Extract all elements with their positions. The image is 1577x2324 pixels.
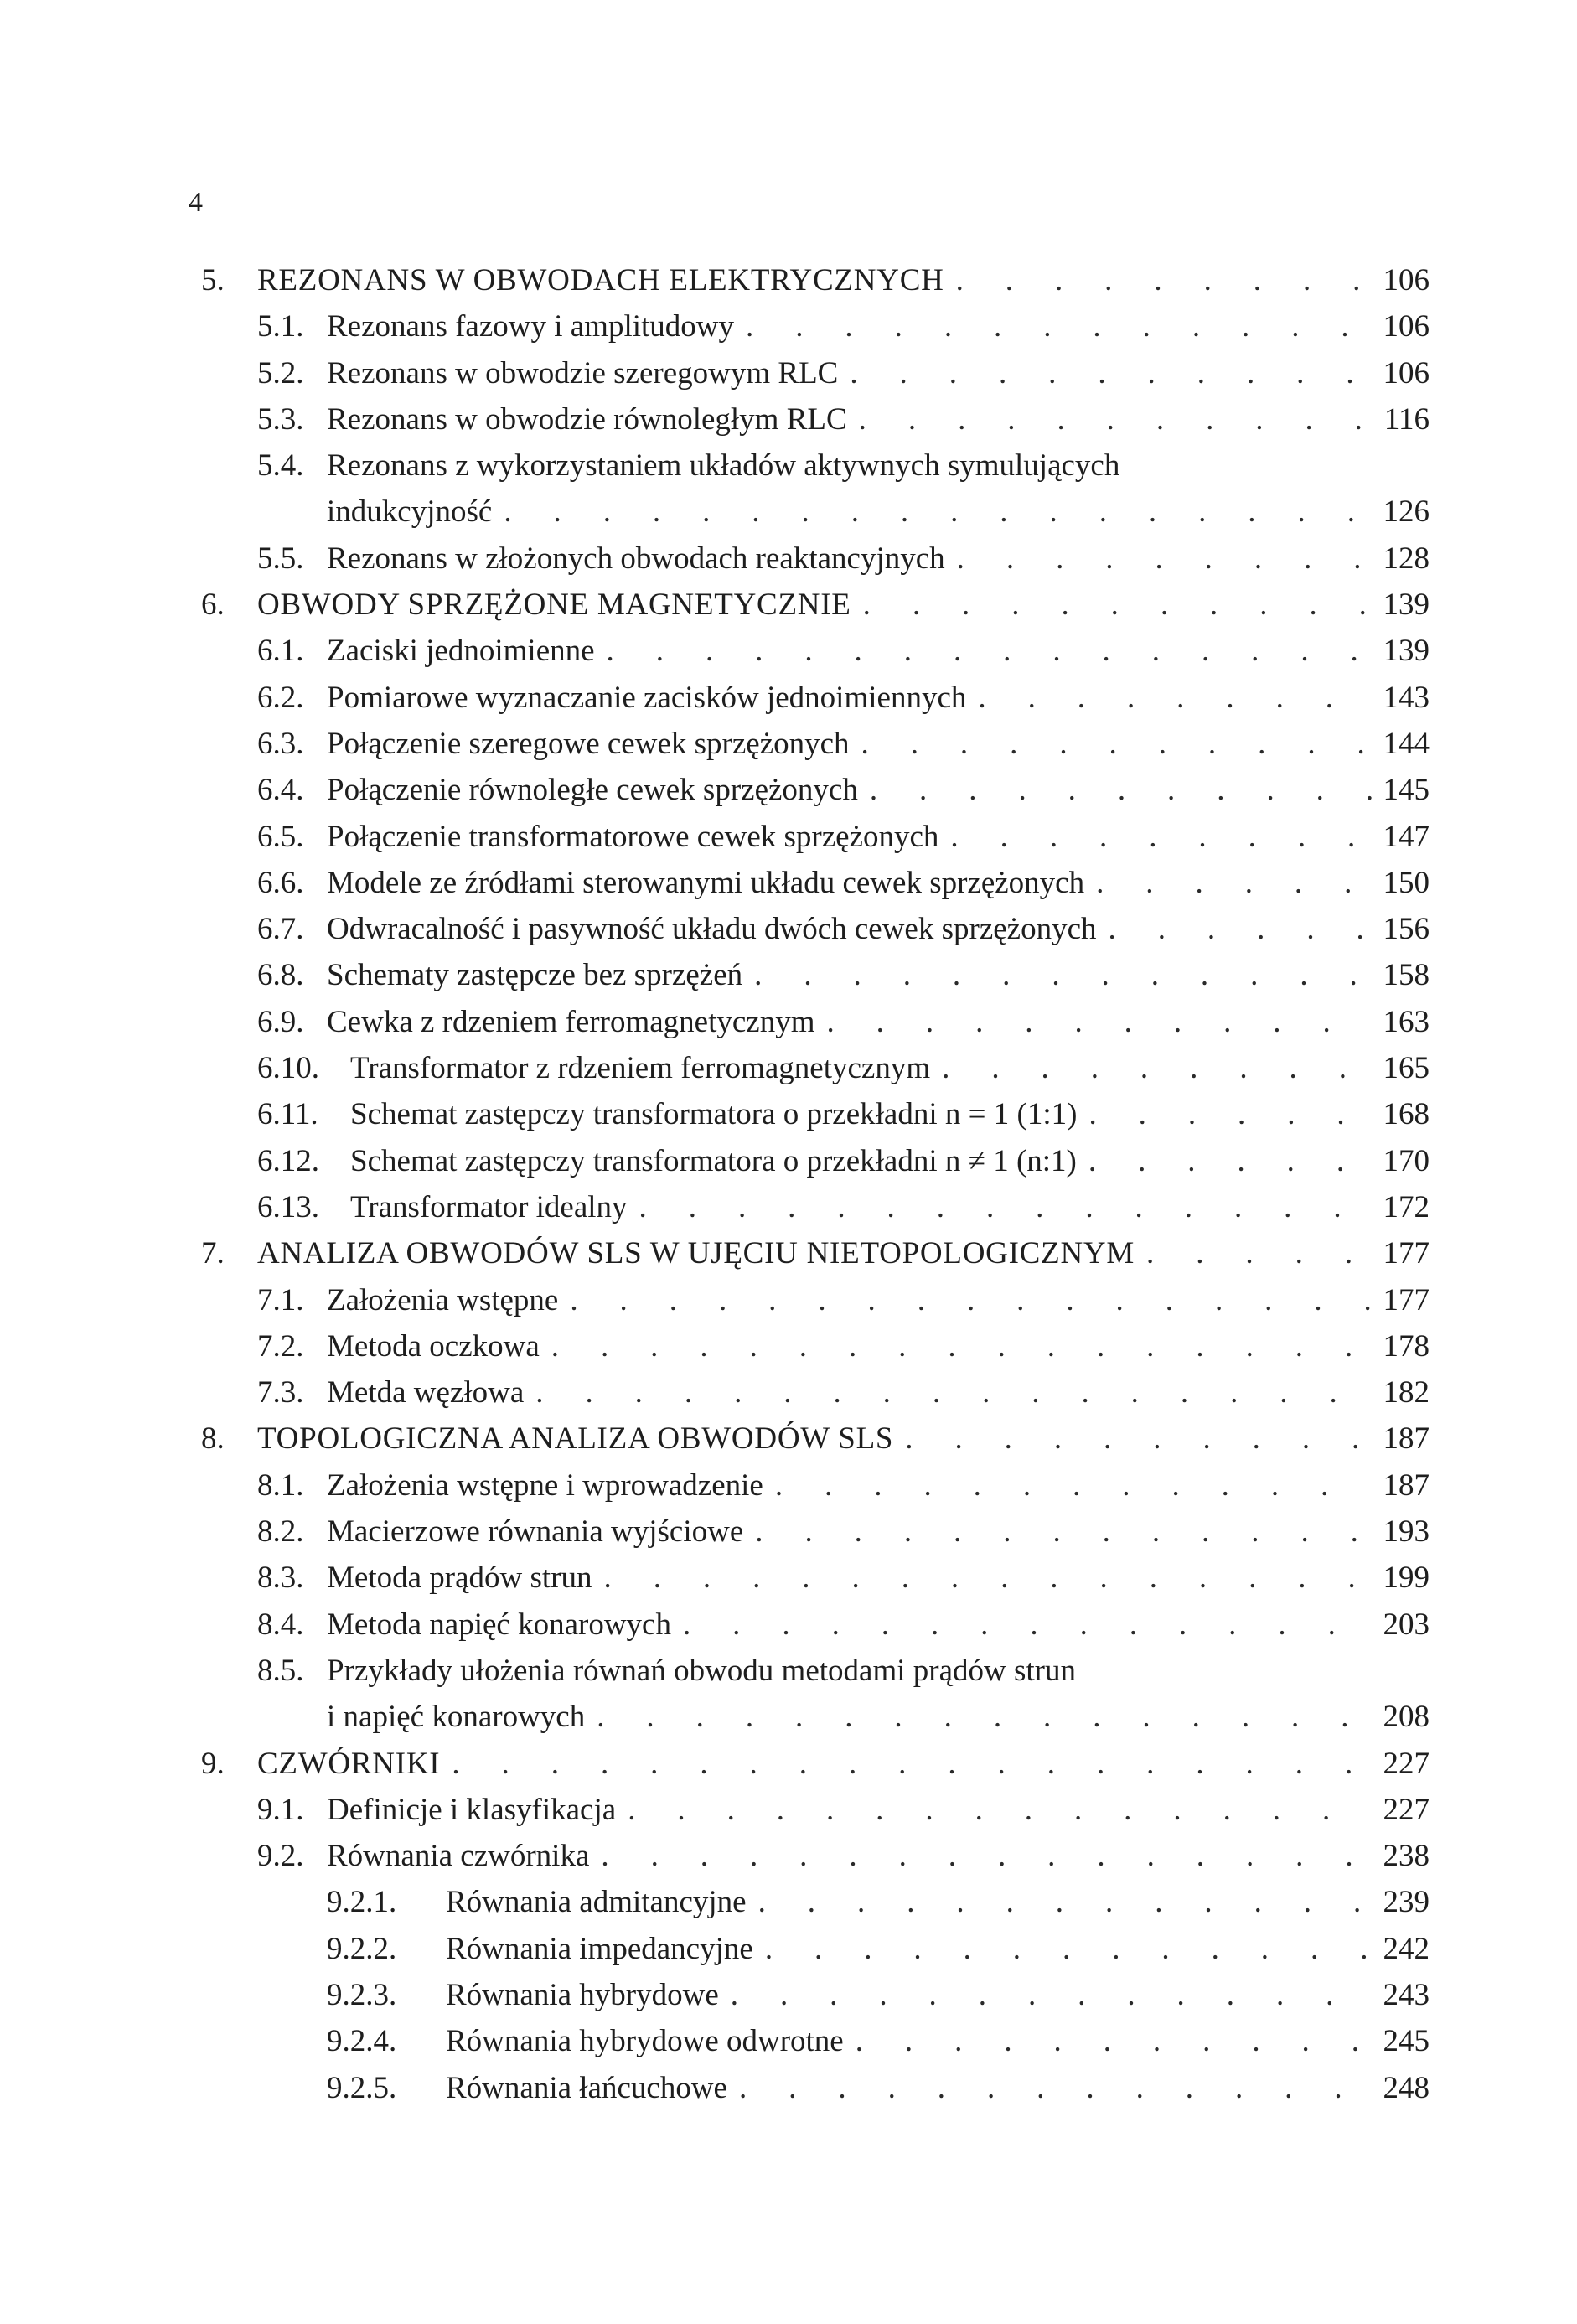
toc-entry-page: 144: [1383, 726, 1430, 761]
toc-entry: [0, 536, 1577, 582]
toc-entry-title-line: [446, 2018, 1372, 2064]
toc-entry: [0, 906, 1577, 952]
toc-entry: [0, 1462, 1577, 1509]
toc-entry-page: 227: [1383, 1746, 1430, 1781]
toc-entry-page: 238: [1383, 1839, 1430, 1874]
toc-entry-page: 242: [1383, 1931, 1430, 1966]
toc-entry-title: Rezonans z wykorzystaniem układów aktywnych symulujących: [327, 448, 1120, 484]
toc-entry-title-line: [327, 1462, 1372, 1509]
toc-entry: [0, 257, 1577, 303]
toc-entry-number: 6.1.: [257, 634, 304, 669]
dot-leader: [758, 1879, 1372, 1925]
toc-entry-title-line: [257, 257, 1372, 303]
dot-leader: [639, 1184, 1372, 1230]
dot-leader: [597, 1694, 1372, 1740]
toc-entry-title: Rezonans w złożonych obwodach reaktancyjnych: [327, 541, 945, 576]
toc-entry-number: 5.1.: [257, 309, 304, 344]
dot-leader: [956, 257, 1372, 303]
toc-entry-title: Definicje i klasyfikacja: [327, 1792, 617, 1827]
toc-entry-title: Schemat zastępczy transformatora o przekładni n = 1 (1:1): [350, 1097, 1078, 1132]
toc-entry-page: 187: [1383, 1421, 1430, 1457]
dot-leader: [950, 814, 1372, 860]
toc-entry-title-line: [327, 1323, 1372, 1369]
toc-entry-title: Równania hybrydowe: [446, 1977, 719, 2012]
toc-entry-title-line: [327, 1648, 1088, 1694]
dot-leader: [826, 999, 1372, 1045]
toc-entry-title-line: [327, 1369, 1372, 1416]
toc-entry: [0, 1741, 1577, 1787]
dot-leader: [754, 952, 1372, 998]
toc-entry-title: Pomiarowe wyznaczanie zacisków jednoimiennych: [327, 680, 967, 715]
toc-entry: [0, 999, 1577, 1045]
dot-leader: [628, 1787, 1372, 1833]
toc-entry-title-line: [327, 675, 1372, 721]
toc-entry-title: CZWÓRNIKI: [257, 1746, 441, 1781]
toc-entry: [0, 1369, 1577, 1416]
toc-entry-number: 7.3.: [257, 1375, 304, 1410]
toc-entry-number: 6.11.: [257, 1097, 318, 1132]
toc-entry-title: Połączenie transformatorowe cewek sprzężonych: [327, 819, 939, 854]
toc-entry: [0, 767, 1577, 813]
dot-leader: [1109, 906, 1372, 952]
toc-entry-number: 9.2.3.: [327, 1977, 397, 2012]
toc-entry-number: 8.2.: [257, 1514, 304, 1550]
toc-entry: [0, 396, 1577, 443]
toc-entry-title: Metda węzłowa: [327, 1375, 525, 1410]
dot-leader: [856, 2018, 1372, 2064]
toc-entry-page: 203: [1383, 1607, 1430, 1642]
toc-entry-title: TOPOLOGICZNA ANALIZA OBWODÓW SLS: [257, 1421, 894, 1457]
dot-leader: [765, 1926, 1372, 1972]
toc-entry-page: 182: [1383, 1375, 1430, 1410]
toc-entry-title-line: [257, 1741, 1372, 1787]
toc-entry-title: Macierzowe równania wyjściowe: [327, 1514, 744, 1550]
toc-entry: [0, 628, 1577, 674]
toc-entry: [0, 1091, 1577, 1137]
toc-entry-page: 139: [1383, 587, 1430, 623]
toc-entry-page: 106: [1383, 263, 1430, 298]
dot-leader: [504, 489, 1372, 535]
toc-entry-title-line: [327, 536, 1372, 582]
toc-entry-page: 245: [1383, 2024, 1430, 2059]
toc-entry-title-line: [327, 721, 1372, 767]
toc-entry-title: Założenia wstępne: [327, 1282, 559, 1317]
toc-entry-number: 6.9.: [257, 1004, 304, 1039]
toc-entry-title: Równania admitancyjne: [446, 1885, 747, 1920]
toc-entry-number: 5.5.: [257, 541, 304, 576]
toc-entry-number: 6.5.: [257, 819, 304, 854]
toc-entry: [0, 952, 1577, 998]
toc-entry: [0, 675, 1577, 721]
toc-entry-title: Połączenie równoległe cewek sprzężonych: [327, 773, 858, 808]
toc-entry-number: 9.2.1.: [327, 1885, 397, 1920]
dot-leader: [850, 350, 1372, 396]
toc-entry-number: 6.3.: [257, 726, 304, 761]
toc-entry-title: Transformator idealny: [350, 1189, 628, 1224]
toc-entry-number: 5.4.: [257, 448, 304, 484]
toc-entry-page: 106: [1383, 355, 1430, 391]
toc-entry: [0, 1787, 1577, 1833]
toc-entry-page: 158: [1383, 958, 1430, 993]
dot-leader: [731, 1972, 1372, 2018]
toc-entry-title-line: [350, 1091, 1372, 1137]
toc-entry-title: Odwracalność i pasywność układu dwóch cewek sprzężonych: [327, 912, 1097, 947]
toc-entry-title: Rezonans w obwodzie równoległym RLC: [327, 401, 847, 437]
toc-entry-title: Metoda napięć konarowych: [327, 1607, 671, 1642]
toc-entry-page: 243: [1383, 1977, 1430, 2012]
toc-entry-title-line: [327, 443, 1131, 489]
toc-entry-title-line: [257, 582, 1372, 628]
toc-entry-number: 9.: [201, 1746, 225, 1781]
toc-entry: [0, 721, 1577, 767]
dot-leader: [957, 536, 1372, 582]
toc-entry-number: 9.1.: [257, 1792, 304, 1827]
toc-entry-number: 6.6.: [257, 865, 304, 900]
toc-entry-number: 6.2.: [257, 680, 304, 715]
toc-entry-number: 9.2.4.: [327, 2024, 397, 2059]
toc-entry-number: 8.1.: [257, 1467, 304, 1503]
toc-entry: [0, 2018, 1577, 2064]
toc-entry-page: 139: [1383, 634, 1430, 669]
toc-entry: [0, 350, 1577, 396]
toc-entry-title-line: [327, 860, 1372, 906]
toc-entry-page: 248: [1383, 2070, 1430, 2105]
toc-entry-page: 165: [1383, 1051, 1430, 1086]
toc-entry-title-line: [327, 906, 1372, 952]
toc-entry-title: indukcyjność: [327, 494, 493, 530]
toc-entry-title: Metoda oczkowa: [327, 1328, 540, 1364]
dot-leader: [746, 303, 1372, 349]
toc-entry-title: Równania hybrydowe odwrotne: [446, 2024, 844, 2059]
toc-entry-title-line: [327, 1555, 1372, 1601]
toc-entry-number: 9.2.: [257, 1839, 304, 1874]
toc-entry-title-line: [327, 350, 1372, 396]
toc-entry-title: Zaciski jednoimienne: [327, 634, 595, 669]
dot-leader: [601, 1833, 1372, 1879]
toc-entry-page: 163: [1383, 1004, 1430, 1039]
toc-entry-title-line: [327, 952, 1372, 998]
toc-entry-title: ANALIZA OBWODÓW SLS W UJĘCIU NIETOPOLOGICZNYM: [257, 1236, 1135, 1271]
dot-leader: [452, 1741, 1372, 1787]
toc-entry-title-line: [446, 1972, 1372, 2018]
toc-entry-page: 143: [1383, 680, 1430, 715]
toc-entry-title-line: [327, 628, 1372, 674]
dot-leader: [859, 396, 1372, 443]
toc-entry-number: 7.1.: [257, 1282, 304, 1317]
dot-leader: [942, 1045, 1372, 1091]
toc-entry-title: Założenia wstępne i wprowadzenie: [327, 1467, 763, 1503]
toc-entry-title-line: [446, 1879, 1372, 1925]
toc-entry-page: 116: [1383, 401, 1430, 437]
toc-entry-title-line: [350, 1184, 1372, 1230]
toc-entry: [0, 1416, 1577, 1462]
toc-entry-title: REZONANS W OBWODACH ELEKTRYCZNYCH: [257, 263, 944, 298]
toc-entry-title: Rezonans w obwodzie szeregowym RLC: [327, 355, 839, 391]
toc-entry-page: 193: [1383, 1514, 1430, 1550]
toc-entry-title-line: [327, 396, 1372, 443]
dot-leader: [1146, 1230, 1372, 1276]
toc-entry-title-line: [257, 1416, 1372, 1462]
toc-entry-page: 239: [1383, 1885, 1430, 1920]
toc-entry: [0, 1694, 1577, 1740]
toc-entry-title-line: [446, 1926, 1372, 1972]
toc-entry: [0, 860, 1577, 906]
toc-entry-number: 8.: [201, 1421, 225, 1457]
toc-entry-page: 177: [1383, 1282, 1430, 1317]
toc-entry-number: 5.2.: [257, 355, 304, 391]
toc-entry-page: 187: [1383, 1467, 1430, 1503]
page-number: 4: [189, 187, 203, 218]
dot-leader: [1096, 860, 1372, 906]
toc-entry-title-line: [350, 1045, 1372, 1091]
toc-entry-title-line: [327, 999, 1372, 1045]
toc-entry-title: Schematy zastępcze bez sprzężeń: [327, 958, 743, 993]
dot-leader: [570, 1277, 1372, 1323]
toc-entry: [0, 443, 1577, 489]
toc-entry-title-line: [327, 1602, 1372, 1648]
toc-entry-number: 9.2.5.: [327, 2070, 397, 2105]
dot-leader: [775, 1462, 1372, 1509]
toc-entry-number: 9.2.2.: [327, 1931, 397, 1966]
toc-entry: [0, 1138, 1577, 1184]
dot-leader: [978, 675, 1372, 721]
dot-leader: [1088, 1091, 1372, 1137]
toc-entry: [0, 489, 1577, 535]
toc-entry-number: 6.8.: [257, 958, 304, 993]
toc-entry: [0, 1555, 1577, 1601]
toc-entry-title-line: [446, 2065, 1372, 2111]
toc-entry-number: 8.3.: [257, 1561, 304, 1596]
toc-entry-number: 6.4.: [257, 773, 304, 808]
dot-leader: [863, 582, 1372, 628]
toc-entry-page: 227: [1383, 1792, 1430, 1827]
toc-entry: [0, 1926, 1577, 1972]
toc-entry: [0, 814, 1577, 860]
toc-entry: [0, 1277, 1577, 1323]
toc-entry-page: 126: [1383, 494, 1430, 530]
toc-entry: [0, 1602, 1577, 1648]
toc-entry: [0, 1045, 1577, 1091]
dot-leader: [1088, 1138, 1372, 1184]
toc-entry-title-line: [327, 767, 1372, 813]
dot-leader: [861, 721, 1372, 767]
toc-entry-title: Metoda prądów strun: [327, 1561, 592, 1596]
toc-entry-title: Połączenie szeregowe cewek sprzężonych: [327, 726, 850, 761]
toc-entry-page: 150: [1383, 865, 1430, 900]
table-of-contents: [0, 257, 1577, 2111]
toc-entry-title: Schemat zastępczy transformatora o przekładni n ≠ 1 (n:1): [350, 1143, 1077, 1178]
dot-leader: [604, 1555, 1373, 1601]
toc-entry: [0, 1833, 1577, 1879]
toc-entry-title: i napięć konarowych: [327, 1700, 586, 1735]
toc-entry-title-line: [327, 1277, 1372, 1323]
toc-entry-title-line: [350, 1138, 1372, 1184]
toc-entry-title-line: [327, 814, 1372, 860]
toc-entry-page: 145: [1383, 773, 1430, 808]
toc-entry-number: 7.: [201, 1236, 225, 1271]
toc-entry-number: 5.: [201, 263, 225, 298]
toc-entry-title: Transformator z rdzeniem ferromagnetycznym: [350, 1051, 931, 1086]
toc-entry-title: Modele ze źródłami sterowanymi układu cewek sprzężonych: [327, 865, 1085, 900]
toc-entry-page: 170: [1383, 1143, 1430, 1178]
dot-leader: [551, 1323, 1372, 1369]
toc-entry-number: 6.7.: [257, 912, 304, 947]
toc-entry-number: 5.3.: [257, 401, 304, 437]
toc-entry: [0, 1648, 1577, 1694]
toc-entry-page: 177: [1383, 1236, 1430, 1271]
toc-entry-number: 6.10.: [257, 1051, 319, 1086]
toc-entry: [0, 2065, 1577, 2111]
dot-leader: [535, 1369, 1372, 1416]
toc-entry-page: 208: [1383, 1700, 1430, 1735]
toc-entry-title: Równania impedancyjne: [446, 1931, 753, 1966]
toc-entry: [0, 582, 1577, 628]
toc-entry: [0, 1509, 1577, 1555]
toc-entry-page: 147: [1383, 819, 1430, 854]
toc-entry-title-line: [327, 1787, 1372, 1833]
toc-entry-number: 6.13.: [257, 1189, 319, 1224]
toc-entry-title-line: [257, 1230, 1372, 1276]
toc-entry-title: Cewka z rdzeniem ferromagnetycznym: [327, 1004, 815, 1039]
toc-entry-title: Równania łańcuchowe: [446, 2070, 727, 2105]
dot-leader: [683, 1602, 1372, 1648]
dot-leader: [905, 1416, 1372, 1462]
toc-entry-title: Przykłady ułożenia równań obwodu metodami prądów strun: [327, 1653, 1076, 1688]
toc-entry: [0, 1972, 1577, 2018]
toc-entry-page: 199: [1383, 1561, 1430, 1596]
dot-leader: [607, 628, 1372, 674]
dot-leader: [739, 2065, 1372, 2111]
toc-entry-title-line: [327, 1694, 1372, 1740]
toc-entry: [0, 1230, 1577, 1276]
toc-entry-title: Rezonans fazowy i amplitudowy: [327, 309, 735, 344]
toc-entry-number: 8.5.: [257, 1653, 304, 1688]
toc-entry-title-line: [327, 1509, 1372, 1555]
toc-entry: [0, 303, 1577, 349]
toc-entry-title-line: [327, 303, 1372, 349]
toc-entry: [0, 1184, 1577, 1230]
toc-entry-page: 168: [1383, 1097, 1430, 1132]
toc-entry: [0, 1879, 1577, 1925]
toc-entry-title: OBWODY SPRZĘŻONE MAGNETYCZNIE: [257, 587, 851, 623]
toc-entry-title-line: [327, 489, 1372, 535]
toc-entry-number: 6.: [201, 587, 225, 623]
toc-entry-number: 7.2.: [257, 1328, 304, 1364]
toc-entry-page: 172: [1383, 1189, 1430, 1224]
toc-entry-page: 106: [1383, 309, 1430, 344]
toc-entry-number: 8.4.: [257, 1607, 304, 1642]
toc-entry-page: 128: [1383, 541, 1430, 576]
toc-entry-title: Równania czwórnika: [327, 1839, 590, 1874]
toc-entry-page: 178: [1383, 1328, 1430, 1364]
toc-entry-number: 6.12.: [257, 1143, 319, 1178]
toc-entry-page: 156: [1383, 912, 1430, 947]
toc-entry-title-line: [327, 1833, 1372, 1879]
dot-leader: [755, 1509, 1372, 1555]
dot-leader: [870, 767, 1372, 813]
toc-entry: [0, 1323, 1577, 1369]
